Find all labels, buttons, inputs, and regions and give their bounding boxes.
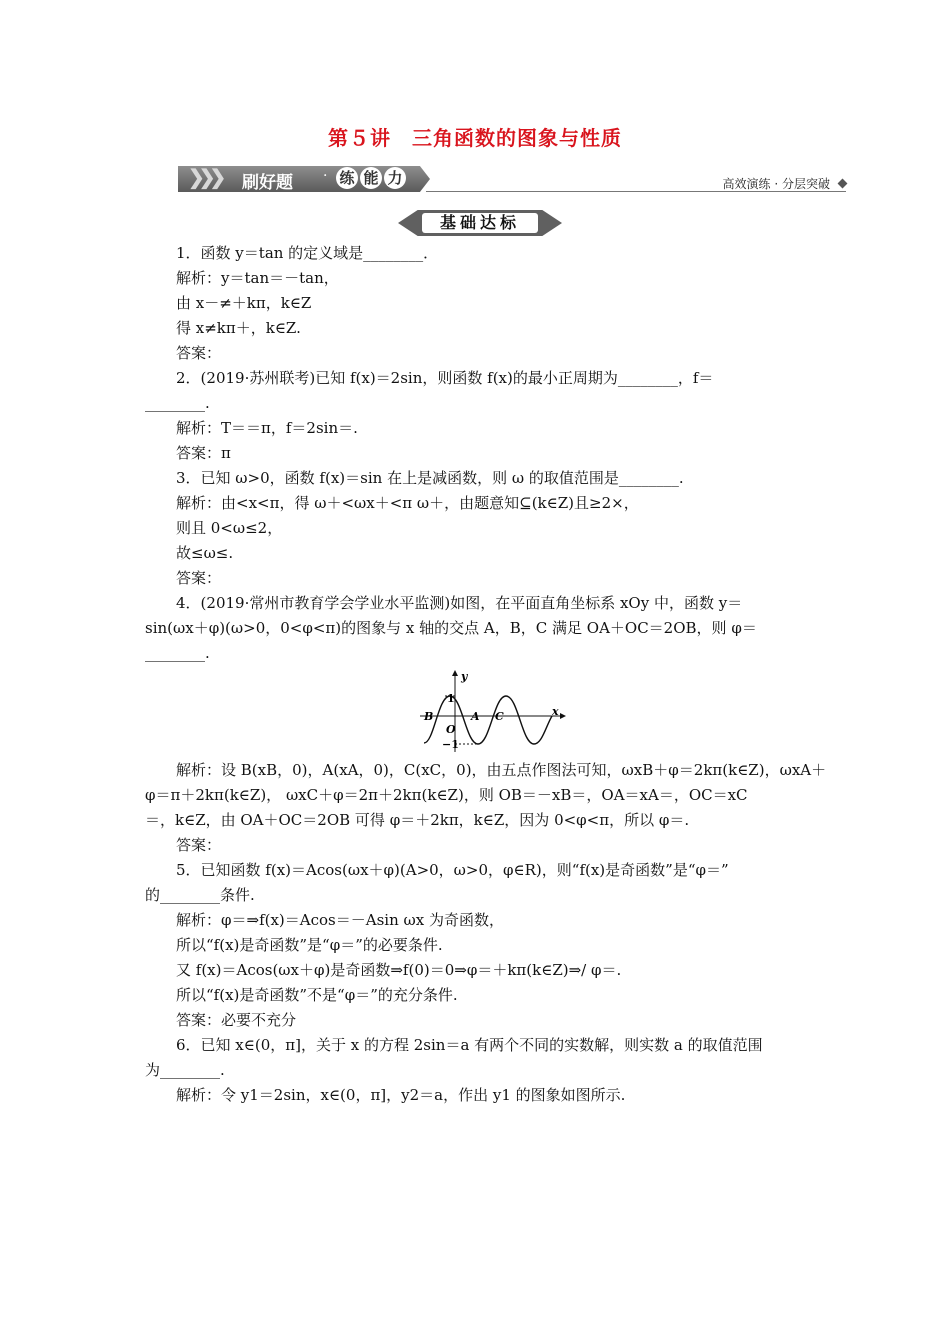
y-axis-label: y: [461, 670, 468, 683]
text-line: sin(ωx＋φ)(ω>0，0<φ<π)的图象与 x 轴的交点 A，B，C 满足 OA＋OC＝2OB，则 φ＝: [145, 619, 757, 637]
text-line: 4．(2019·常州市教育学会学业水平监测)如图，在平面直角坐标系 xOy 中，函数 y＝: [176, 594, 743, 612]
text-line: 解析：φ＝⇒f(x)＝Acos＝－Asin ωx 为奇函数，: [176, 911, 504, 929]
text-line: 1．函数 y＝tan 的定义域是________．: [176, 244, 439, 262]
sine-graph: [420, 668, 570, 752]
banner-badge: 练: [336, 167, 358, 189]
banner-dot: ·: [323, 168, 328, 184]
diamond-icon: [838, 179, 848, 189]
x-axis-label: x: [552, 705, 559, 718]
text-line: 答案：: [176, 836, 222, 854]
sine-curve: [424, 696, 552, 744]
text-line: 答案：: [176, 344, 222, 362]
text-line: 答案：: [176, 569, 222, 587]
text-line: 6．已知 x∈(0，π]，关于 x 的方程 2sin＝a 有两个不同的实数解，则实数 a 的取值范围: [176, 1036, 763, 1054]
banner-right-text: 高效演练 · 分层突破: [722, 177, 830, 191]
section-label: 基础达标: [422, 213, 538, 233]
text-line: 所以“f(x)是奇函数”是“φ＝”的必要条件.: [176, 936, 443, 954]
text-line: 解析：T＝＝π，f＝2sin＝.: [176, 419, 358, 437]
label-c: C: [495, 710, 504, 723]
text-line: ＝，k∈Z，由 OA＋OC＝2OB 可得 φ＝＋2kπ，k∈Z，因为 0<φ<π，所以 φ＝.: [145, 811, 690, 829]
text-line: 所以“f(x)是奇函数”不是“φ＝”的充分条件.: [176, 986, 458, 1004]
text-line: 答案：π: [176, 444, 231, 462]
text-line: 又 f(x)＝Acos(ωx＋φ)是奇函数⇒f(0)＝0⇒φ＝＋kπ(k∈Z)⇒/ φ＝.: [176, 961, 622, 979]
banner-badge: 能: [360, 167, 382, 189]
text-line: 5．已知函数 f(x)＝Acos(ωx＋φ)(A>0，ω>0，φ∈R)，则“f(x)是奇函数”是“φ＝”: [176, 861, 729, 879]
label-b: B: [424, 710, 434, 723]
text-line: 故≤ω≤.: [176, 544, 234, 562]
text-line: 解析：y＝tan＝－tan，: [176, 269, 339, 287]
label-minus-one: −1: [442, 738, 459, 751]
text-line: 由 x－≠＋kπ，k∈Z: [176, 294, 312, 312]
text-line: 的________条件.: [145, 886, 255, 904]
x-axis-arrow-icon: [560, 713, 566, 719]
text-line: 2．(2019·苏州联考)已知 f(x)＝2sin，则函数 f(x)的最小正周期为________，f＝: [176, 369, 714, 387]
text-line: ________.: [145, 644, 210, 662]
practice-banner: [178, 163, 850, 195]
text-line: 得 x≠kπ＋，k∈Z.: [176, 319, 301, 337]
banner-badge: 力: [384, 167, 406, 189]
chevron-right-icon: ❯❯❯: [188, 165, 221, 189]
y-axis-arrow-icon: [452, 670, 458, 676]
banner-label: 刷好题: [242, 173, 293, 193]
text-line: 解析：设 B(xB，0)，A(xA，0)，C(xC，0)，由五点作图法可知，ωxB＋φ＝2kπ(k∈Z)，ωxA＋: [176, 761, 827, 779]
text-line: 则且 0<ω≤2，: [176, 519, 283, 537]
text-line: 为________.: [145, 1061, 225, 1079]
page-title: 第５讲 三角函数的图象与性质: [328, 126, 622, 150]
label-one: 1: [447, 692, 455, 705]
text-line: 解析：令 y1＝2sin，x∈(0，π]，y2＝a，作出 y1 的图象如图所示.: [176, 1086, 626, 1104]
text-line: ________.: [145, 394, 210, 412]
text-line: 解析：由<x<π，得 ω＋<ωx＋<π ω＋，由题意知⊆(k∈Z)且≥2×，: [176, 494, 639, 512]
section-header: [398, 210, 562, 236]
label-origin: O: [446, 723, 456, 736]
text-line: 答案：必要不充分: [176, 1011, 297, 1029]
banner-badges: [336, 167, 406, 189]
text-line: 3．已知 ω>0，函数 f(x)＝sin 在上是减函数，则 ω 的取值范围是________.: [176, 469, 684, 487]
label-a: A: [471, 710, 480, 723]
text-line: φ＝π＋2kπ(k∈Z)， ωxC＋φ＝2π＋2kπ(k∈Z)，则 OB＝－xB＝，OA＝xA＝，OC＝xC: [145, 786, 748, 804]
